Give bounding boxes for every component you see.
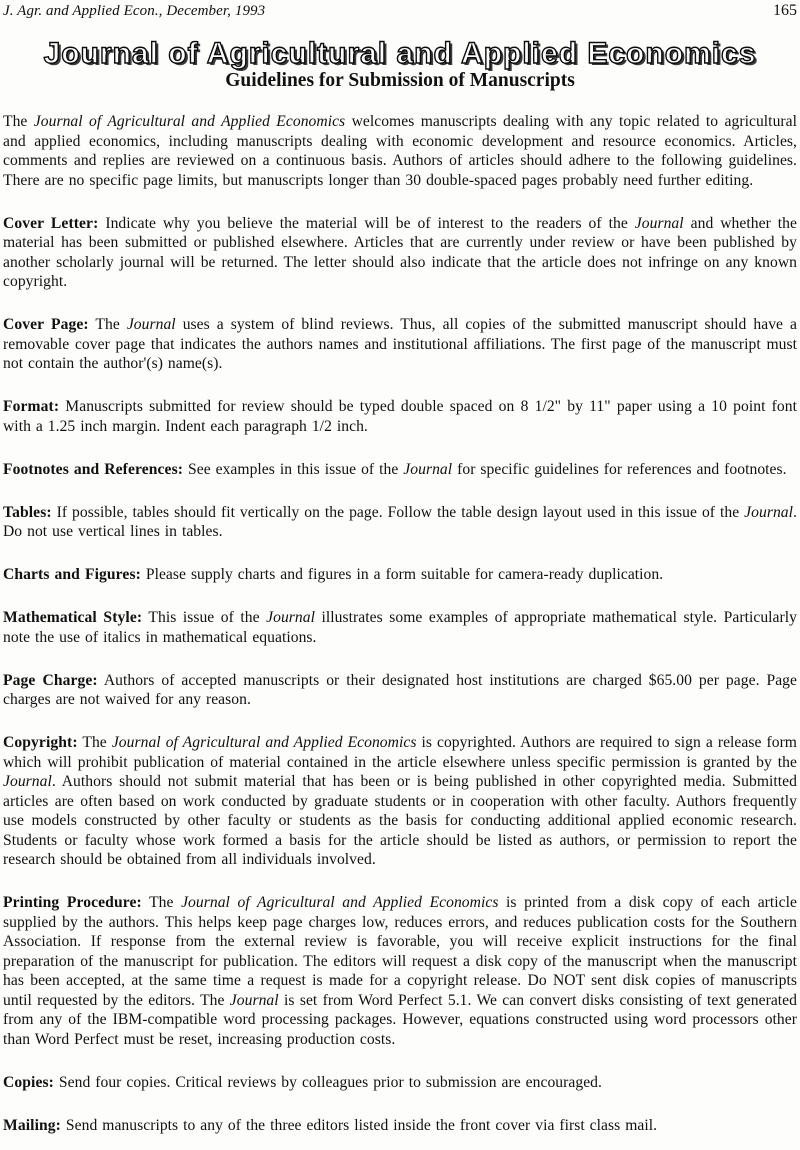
journal-name-italic: Journal [634,214,684,232]
section-paragraph [3,503,797,542]
section-paragraph [3,608,797,647]
section-label: Cover Page: [3,316,89,333]
section-text: The [3,113,34,130]
journal-title: Journal of Agricultural and Applied Economics [43,37,757,70]
section-label: Page Charge: [3,671,98,689]
section-paragraph [3,671,797,710]
section-paragraph [3,315,797,374]
journal-name-italic: Journal of Agricultural and Applied Economics [33,113,346,130]
section-text: See examples in this issue of the [183,460,404,478]
section-text: uses a system of blind reviews. Thus, all copies of the submitted manuscript should have a removable cover page that indicates the authors names and institutional affiliations. The first page of the manuscript must not contain the author'(s) name(s). [3,316,797,372]
journal-name-italic: Journal [744,503,794,521]
section-text: Indicate why you believe the material will be of interest to the readers of the [98,214,635,232]
document-body [3,112,797,1135]
journal-name-italic: Journal [3,773,52,790]
section-label: Tables: [3,503,52,521]
title-block [3,39,797,92]
section-label: Charts and Figures: [3,566,141,583]
page-number: 165 [773,2,797,19]
section-label: Cover Letter: [3,214,99,232]
journal-name-italic: Journal [403,460,453,478]
section-paragraph [3,733,797,870]
section-text: This issue of the [142,609,267,626]
page-title: Guidelines for Submission of Manuscripts [225,70,575,91]
section-paragraph [3,565,797,585]
section-label: Mailing: [3,1116,61,1134]
section-text: . Do not use vertical lines in tables. [3,503,797,540]
section-label: Printing Procedure: [3,894,142,911]
section-text: The [141,894,182,911]
section-text: The [77,734,112,751]
journal-name-italic: Journal [229,991,279,1009]
section-text: Authors of accepted manuscripts or their designated host institutions are charged $65.00 per page. Page charges are not waived for any reason. [3,671,797,708]
section-text: welcomes manuscripts dealing with any topic related to agricultural and applied economics, including manuscripts dealing with economic development and resource economics. Articles, comments and replies are reviewed on a continuous basis. Authors of articles should adhere to the following guidelines. There are no specific page limits, but manuscripts longer than 30 double-spaced pages probably need further editing. [3,113,798,189]
section-paragraph [3,112,797,190]
section-label: Mathematical Style: [3,609,143,626]
section-text: is copyrighted. Authors are required to sign a release form which will prohibit publication of material contained in the article elsewhere unless specific permission is granted by the [3,734,797,771]
section-paragraph [3,397,797,436]
journal-name-italic: Journal of Agricultural and Applied Economics [111,734,417,751]
journal-name-italic: Journal [266,609,316,626]
section-text: Send manuscripts to any of the three editors listed inside the front cover via first class mail. [60,1116,658,1134]
running-head [3,2,797,20]
section-label: Format: [3,398,60,415]
section-text: and whether the material has been submitted or published elsewhere. Articles that are currently under review or have been published by another scholarly journal will be returned. The letter should also indicate that the article does not infringe on any known copyright. [3,214,797,290]
section-label: Copies: [3,1073,54,1091]
section-paragraph [3,1073,797,1093]
section-text: . Authors should not submit material that has been or is being published in other copyrighted media. Submitted articles are often based on work conducted by graduate students or in cooperation with other faculty. Authors frequently use models constructed by other faculty or students as the basis for conducting additional applied economic research. Students or faculty whose work formed a basis for the article should be listed as authors, or permission to report the research should be obtained from all individuals involved. [3,773,797,868]
section-label: Footnotes and References: [3,460,184,478]
journal-name-italic: Journal of Agricultural and Applied Economics [181,894,499,911]
section-text: Send four copies. Critical reviews by colleagues prior to submission are encouraged. [53,1073,602,1091]
section-paragraph [3,893,797,1049]
section-text: Manuscripts submitted for review should be typed double spaced on 8 1/2" by 11" paper using a 10 point font with a 1.25 inch margin. Indent each paragraph 1/2 inch. [3,398,797,435]
section-text: The [88,316,127,333]
journal-name-italic: Journal [126,316,176,333]
section-label: Copyright: [3,734,78,751]
section-paragraph [3,1116,797,1136]
section-text: illustrates some examples of appropriate mathematical style. Particularly note the use of italics in mathematical equations. [3,609,797,646]
section-text: is set from Word Perfect 5.1. We can convert disks consisting of text generated from any of the IBM-compatible word processing packages. However, equations constructed using word processors other than Word Perfect must be reset, increasing production costs. [3,991,797,1048]
section-paragraph [3,214,797,292]
section-text: for specific guidelines for references and footnotes. [452,460,787,478]
section-text: Please supply charts and figures in a form suitable for camera-ready duplication. [140,566,664,583]
journal-reference: J. Agr. and Applied Econ., December, 1993 [3,3,266,19]
section-text: is printed from a disk copy of each article supplied by the authors. This helps keep page charges low, reduces errors, and reduces publication costs for the Southern Association. If response from the external review is favorable, you will receive explicit instructions for the final preparation of the manuscript for publication. The editors will request a disk copy of the manuscript when the manuscript has been accepted, at the same time a request is made for a copyright release. Do NOT sent disk copies of manuscripts until requested by the editors. The [3,894,797,1009]
section-text: If possible, tables should fit vertically on the page. Follow the table design layout used in this issue of the [51,503,745,521]
section-paragraph [3,460,797,480]
